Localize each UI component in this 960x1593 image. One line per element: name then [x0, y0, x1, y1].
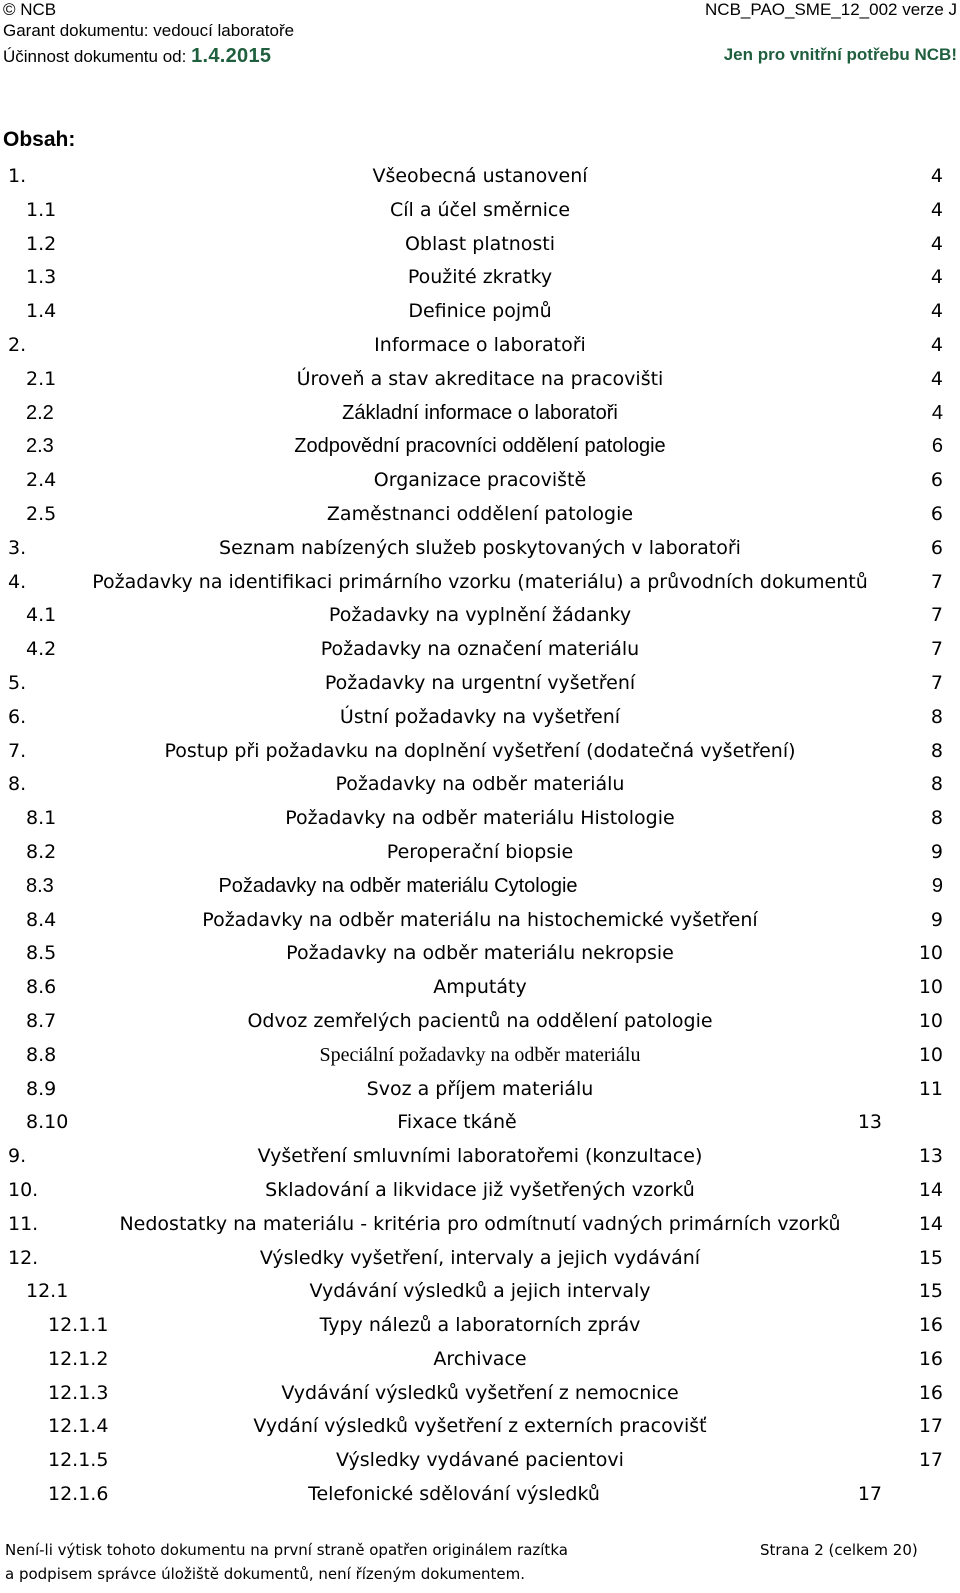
- toc-entry-title: Fixace tkáně: [397, 1111, 517, 1134]
- toc-entry-title: Požadavky na označení materiálu: [320, 638, 640, 661]
- toc-entry[interactable]: [0, 634, 960, 668]
- toc-entry[interactable]: [0, 702, 960, 736]
- toc-entry-number: 8.9: [26, 1077, 57, 1100]
- toc-entry-title: Výsledky vydávané pacientovi: [336, 1449, 624, 1472]
- copyright-text: © NCB: [3, 0, 57, 19]
- effective-date-value: 1.4.2015: [191, 45, 272, 67]
- toc-entry-page: 13: [918, 1145, 943, 1168]
- footer-note-line-2: a podpisem správce úložiště dokumentů, není řízeným dokumentem.: [5, 1565, 526, 1583]
- toc-entry-number: 4.: [8, 570, 27, 593]
- toc-entry[interactable]: [0, 1243, 960, 1277]
- toc-entry-number: 1.3: [26, 266, 57, 289]
- toc-entry-page: 17: [918, 1449, 943, 1472]
- toc-entry-page: 17: [918, 1415, 943, 1438]
- toc-entry-number: 12.: [8, 1246, 39, 1269]
- toc-entry[interactable]: [0, 1344, 960, 1378]
- toc-entry-number: 2.1: [26, 367, 57, 390]
- toc-entry-page: 7: [930, 671, 943, 694]
- toc-entry-title: Požadavky na vyplnění žádanky: [328, 604, 632, 627]
- document-header: [3, 0, 957, 70]
- toc-entry-page: 8: [930, 807, 943, 830]
- toc-entry-page: 9: [930, 908, 943, 931]
- toc-entry-title: Zodpovědní pracovníci oddělení patologie: [294, 435, 666, 458]
- toc-entry-title: Informace o laboratoři: [374, 333, 586, 356]
- toc-entry[interactable]: [0, 1107, 960, 1141]
- toc-entry[interactable]: [0, 195, 960, 229]
- toc-entry-number: 9.: [8, 1145, 27, 1168]
- header-row-1: [3, 0, 957, 21]
- toc-entry-page: 8: [930, 739, 943, 762]
- toc-entry-title: Použité zkratky: [407, 266, 553, 289]
- toc-entry-number: 8.7: [26, 1009, 57, 1032]
- toc-entry-title: Seznam nabízených služeb poskytovaných v laboratoři: [219, 536, 741, 559]
- toc-entry-number: 12.1.5: [48, 1449, 109, 1472]
- toc-entry-title: Telefonické sdělování výsledků: [308, 1483, 600, 1506]
- toc-entry-title: Požadavky na odběr materiálu: [335, 773, 625, 796]
- toc-entry-number: 12.1.1: [48, 1314, 109, 1337]
- toc-entry-title: Svoz a příjem materiálu: [366, 1077, 594, 1100]
- toc-entry-page: 10: [918, 1043, 943, 1066]
- toc-entry-title: Požadavky na odběr materiálu Histologie: [285, 807, 675, 830]
- toc-entry-title: Požadavky na urgentní vyšetření: [324, 671, 636, 694]
- toc-entry-number: 2.2: [26, 401, 54, 424]
- toc-entry-page: 4: [930, 333, 943, 356]
- toc-entry[interactable]: [0, 871, 960, 905]
- toc-entry-page: 13: [857, 1111, 882, 1134]
- toc-entry[interactable]: [0, 1378, 960, 1412]
- toc-entry-number: 1.4: [26, 300, 57, 323]
- toc-entry-title: Cíl a účel směrnice: [389, 198, 571, 221]
- toc-entry-page: 4: [930, 165, 943, 187]
- toc-entry-page: 6: [930, 536, 943, 559]
- toc-entry-number: 6.: [8, 705, 27, 728]
- toc-entry-title: Výsledky vyšetření, intervaly a jejich vydávání: [259, 1246, 701, 1269]
- effective-date-label: Účinnost dokumentu od:: [3, 47, 187, 66]
- toc-entry-number: 5.: [8, 671, 27, 694]
- footer-note-line-1: Není-li výtisk tohoto dokumentu na první straně opatřen originálem razítka: [5, 1541, 568, 1559]
- toc-entry-title: Požadavky na odběr materiálu Cytologie: [218, 874, 578, 897]
- toc-entry-title: Vydání výsledků vyšetření z externích pracovišť: [253, 1415, 707, 1438]
- toc-entry-number: 12.1.3: [48, 1381, 109, 1404]
- toc-entry[interactable]: [0, 262, 960, 296]
- toc-entry-page: 16: [918, 1314, 943, 1337]
- toc-entry[interactable]: [0, 431, 960, 465]
- toc-entry-title: Organizace pracoviště: [373, 469, 587, 492]
- toc-entry[interactable]: [0, 1006, 960, 1040]
- toc-entry[interactable]: [0, 1074, 960, 1108]
- toc-entry-page: 17: [857, 1483, 882, 1506]
- toc-entry-page: 10: [918, 976, 943, 999]
- toc-entry-title: Požadavky na odběr materiálu na histochemické vyšetření: [202, 908, 758, 931]
- toc-entry-number: 1.1: [26, 198, 57, 221]
- toc-entry-number: 7.: [8, 739, 27, 762]
- toc-entry[interactable]: [0, 837, 960, 871]
- toc-entry[interactable]: [0, 533, 960, 567]
- toc-entry-number: 8.1: [26, 807, 57, 830]
- internal-use-note: Jen pro vnitřní potřebu NCB!: [723, 45, 957, 64]
- toc-entry-title: Definice pojmů: [408, 300, 552, 323]
- toc-entry-page: 14: [918, 1212, 943, 1235]
- toc-entry-title: Ústní požadavky na vyšetření: [339, 705, 621, 728]
- toc-entry-title: Postup při požadavku na doplnění vyšetření (dodatečná vyšetření): [164, 739, 796, 762]
- toc-entry[interactable]: [0, 1411, 960, 1445]
- toc-entry[interactable]: [0, 1479, 960, 1513]
- toc-entry-number: 4.1: [26, 604, 57, 627]
- toc-entry-number: 1.: [8, 165, 27, 187]
- toc-entry[interactable]: [0, 1040, 960, 1074]
- toc-entry-number: 8.8: [26, 1043, 57, 1066]
- toc-entry-title: Nedostatky na materiálu - kritéria pro odmítnutí vadných primárních vzorků: [119, 1212, 841, 1235]
- toc-entry[interactable]: [0, 938, 960, 972]
- toc-entry-title: Vydávání výsledků a jejich intervaly: [309, 1280, 651, 1303]
- toc-entry-title: Skladování a likvidace již vyšetřených vzorků: [265, 1178, 695, 1201]
- toc-entry-title: Odvoz zemřelých pacientů na oddělení patologie: [247, 1009, 713, 1032]
- toc-entry-number: 8.6: [26, 976, 57, 999]
- toc-entry-page: 8: [930, 705, 943, 728]
- toc-entry-page: 10: [918, 1009, 943, 1032]
- toc-entry-title: Typy nálezů a laboratorních zpráv: [319, 1314, 641, 1337]
- toc-entry[interactable]: [0, 465, 960, 499]
- table-of-contents: [0, 161, 960, 1513]
- toc-entry-page: 6: [930, 502, 943, 525]
- toc-entry[interactable]: [0, 600, 960, 634]
- toc-entry-number: 2.: [8, 333, 27, 356]
- toc-entry-number: 10.: [8, 1178, 39, 1201]
- toc-entry[interactable]: [0, 803, 960, 837]
- toc-entry[interactable]: [0, 364, 960, 398]
- toc-entry-page: 15: [918, 1246, 943, 1269]
- effective-date-line: [3, 45, 271, 68]
- toc-entry-page: 4: [930, 300, 943, 323]
- toc-entry-number: 3.: [8, 536, 27, 559]
- toc-entry-title: Speciální požadavky na odběr materiálu: [319, 1043, 641, 1066]
- toc-entry-page: 4: [931, 401, 943, 424]
- toc-entry-title: Peroperační biopsie: [386, 840, 574, 863]
- toc-entry[interactable]: [0, 668, 960, 702]
- toc-entry[interactable]: [0, 161, 960, 195]
- toc-entry-page: 8: [930, 773, 943, 796]
- toc-entry-page: 10: [918, 942, 943, 965]
- toc-entry-title: Vydávání výsledků vyšetření z nemocnice: [281, 1381, 679, 1404]
- toc-entry-title: Požadavky na odběr materiálu nekropsie: [286, 942, 674, 965]
- toc-entry-title: Vyšetření smluvními laboratořemi (konzultace): [257, 1145, 703, 1168]
- toc-entry[interactable]: [0, 1209, 960, 1243]
- toc-entry-page: 15: [918, 1280, 943, 1303]
- toc-entry-number: 12.1.2: [48, 1347, 109, 1370]
- toc-entry-page: 16: [918, 1347, 943, 1370]
- toc-entry-page: 4: [930, 367, 943, 390]
- toc-entry-page: 16: [918, 1381, 943, 1404]
- toc-entry-page: 9: [931, 874, 943, 897]
- toc-entry-title: Zaměstnanci oddělení patologie: [326, 502, 634, 525]
- toc-entry-number: 8.2: [26, 840, 57, 863]
- toc-entry-number: 8.5: [26, 942, 57, 965]
- toc-entry-page: 4: [930, 198, 943, 221]
- toc-entry-page: 6: [930, 469, 943, 492]
- toc-entry-page: 6: [931, 435, 943, 458]
- toc-entry-number: 8.10: [26, 1111, 69, 1134]
- header-row-3: [3, 42, 957, 70]
- toc-entry-page: 14: [918, 1178, 943, 1201]
- toc-entry-title: Amputáty: [433, 976, 527, 999]
- toc-entry[interactable]: [0, 499, 960, 533]
- toc-entry-page: 4: [930, 266, 943, 289]
- toc-entry-page: 7: [930, 604, 943, 627]
- toc-entry-title: Základní informace o laboratoři: [342, 401, 618, 424]
- toc-entry[interactable]: [0, 905, 960, 939]
- document-guarantor: Garant dokumentu: vedoucí laboratoře: [3, 21, 295, 40]
- toc-entry-number: 8.3: [26, 874, 54, 897]
- toc-entry-page: 7: [930, 638, 943, 661]
- toc-entry-title: Archivace: [433, 1347, 527, 1370]
- toc-entry-number: 11.: [8, 1212, 39, 1235]
- toc-entry-title: Oblast platnosti: [404, 232, 556, 255]
- toc-title: Obsah:: [3, 128, 76, 151]
- toc-entry[interactable]: [0, 1276, 960, 1310]
- toc-entry-page: 7: [930, 570, 943, 593]
- toc-entry-page: 9: [930, 840, 943, 863]
- toc-entry[interactable]: [0, 769, 960, 803]
- toc-entry[interactable]: [0, 330, 960, 364]
- toc-entry[interactable]: [0, 296, 960, 330]
- toc-entry[interactable]: [0, 972, 960, 1006]
- toc-entry-page: 4: [930, 232, 943, 255]
- toc-entry-page: 11: [918, 1077, 943, 1100]
- toc-entry-number: 4.2: [26, 638, 57, 661]
- toc-entry-number: 1.2: [26, 232, 57, 255]
- toc-entry-number: 12.1.6: [48, 1483, 109, 1506]
- toc-entry[interactable]: [0, 1310, 960, 1344]
- toc-entry-title: Požadavky na identifikaci primárního vzorku (materiálu) a průvodních dokumentů: [92, 570, 868, 593]
- toc-entry-number: 2.4: [26, 469, 57, 492]
- toc-entry-title: Úroveň a stav akreditace na pracovišti: [296, 367, 664, 390]
- footer-page-info: Strana 2 (celkem 20): [760, 1541, 918, 1559]
- toc-entry-number: 12.1: [26, 1280, 69, 1303]
- toc-entry-number: 2.3: [26, 435, 54, 458]
- toc-entry[interactable]: [0, 567, 960, 601]
- toc-entry-number: 12.1.4: [48, 1415, 109, 1438]
- toc-entry[interactable]: [0, 229, 960, 263]
- toc-entry-number: 2.5: [26, 502, 57, 525]
- toc-entry[interactable]: [0, 1445, 960, 1479]
- toc-entry[interactable]: [0, 398, 960, 432]
- toc-entry[interactable]: [0, 1141, 960, 1175]
- document-code: NCB_PAO_SME_12_002 verze J: [705, 0, 957, 19]
- toc-entry-number: 8.4: [26, 908, 57, 931]
- header-row-2: [3, 21, 957, 42]
- toc-entry-number: 8.: [8, 773, 27, 796]
- toc-entry-title: Všeobecná ustanovení: [372, 165, 588, 187]
- toc-entry[interactable]: [0, 736, 960, 770]
- toc-entry[interactable]: [0, 1175, 960, 1209]
